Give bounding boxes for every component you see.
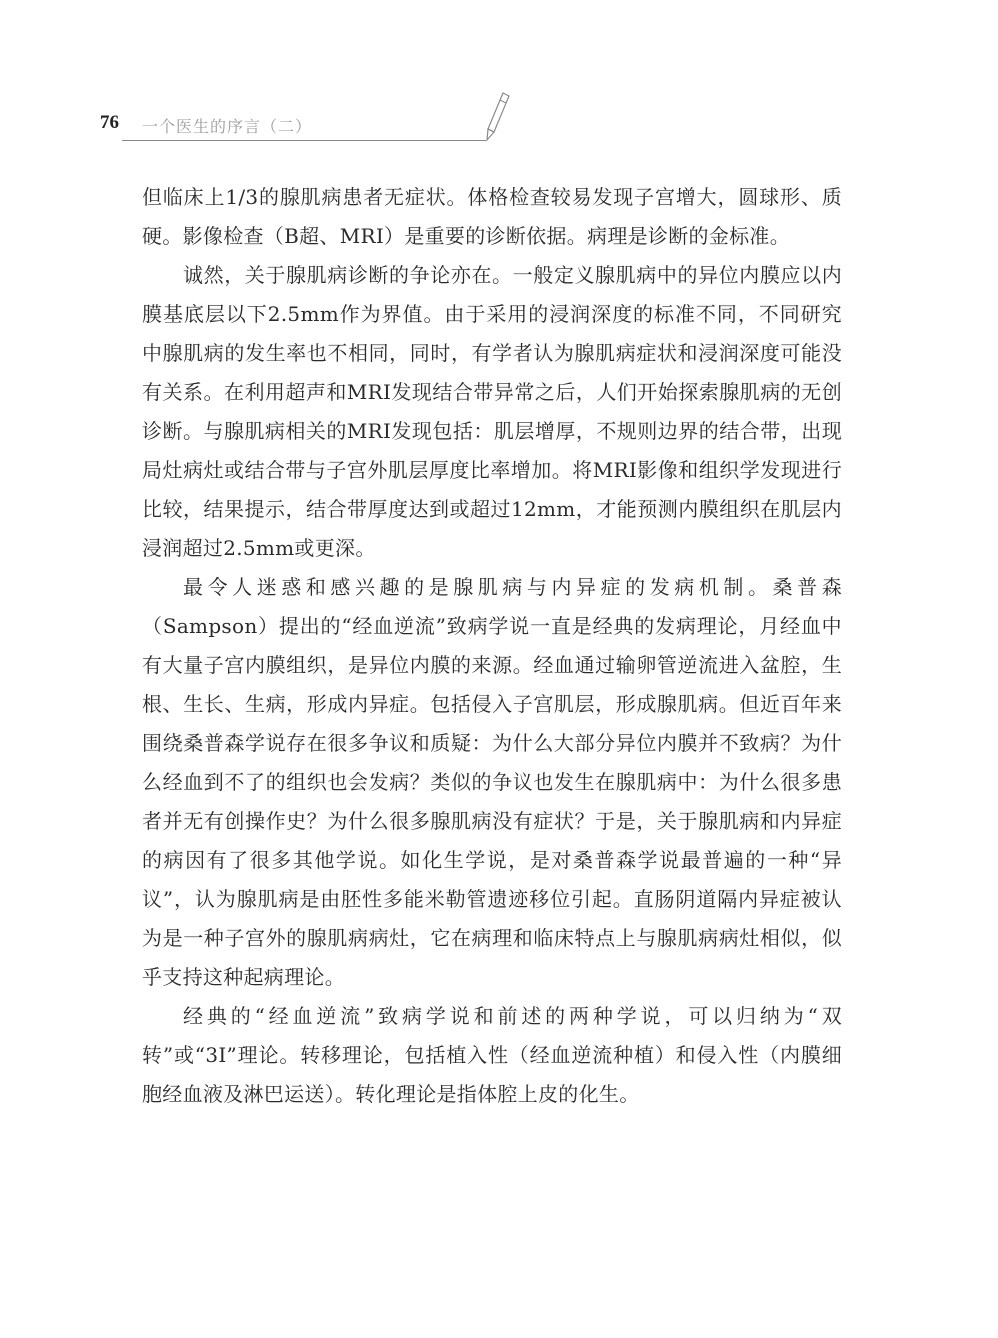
running-title: 一个医生的序言（二）: [142, 117, 313, 136]
paragraph-2: 诚然，关于腺肌病诊断的争论亦在。一般定义腺肌病中的异位内膜应以内膜基底层以下2.5mm作为界值。由于采用的浸润深度的标准不同，不同研究中腺肌病的发生率也不相同，同时，有学者认为腺肌病症状和浸润深度可能没有关系。在利用超声和MRI发现结合带异常之后，人们开始探索腺肌病的无创诊断。与腺肌病相关的MRI发现包括：肌层增厚，不规则边界的结合带，出现局灶病灶或结合带与子宫外肌层厚度比率增加。将MRI影像和组织学发现进行比较，结果提示，结合带厚度达到或超过12mm，才能预测内膜组织在肌层内浸润超过2.5mm或更深。: [142, 263, 842, 560]
page-header: [0, 0, 998, 160]
pen-icon: [0, 0, 998, 160]
paragraph-1: 但临床上1/3的腺肌病患者无症状。体格检查较易发现子宫增大，圆球形、质硬。影像检查（B超、MRI）是重要的诊断依据。病理是诊断的金标准。: [142, 185, 842, 248]
page-number: 76: [100, 112, 119, 133]
paragraph-3: 最令人迷惑和感兴趣的是腺肌病与内异症的发病机制。桑普森（Sampson）提出的“经血逆流”致病学说一直是经典的发病理论，月经血中有大量子宫内膜组织，是异位内膜的来源。经血通过输卵管逆流进入盆腔，生根、生长、生病，形成内异症。包括侵入子宫肌层，形成腺肌病。但近百年来围绕桑普森学说存在很多争议和质疑：为什么大部分异位内膜并不致病？为什么经血到不了的组织也会发病？类似的争议也发生在腺肌病中：为什么很多患者并无有创操作史？为什么很多腺肌病没有症状？于是，关于腺肌病和内异症的病因有了很多其他学说。如化生学说，是对桑普森学说最普遍的一种“异议”，认为腺肌病是由胚性多能米勒管遗迹移位引起。直肠阴道隔内异症被认为是一种子宫外的腺肌病病灶，它在病理和临床特点上与腺肌病病灶相似，似乎支持这种起病理论。: [142, 575, 842, 989]
body-text: [142, 178, 842, 1114]
paragraph-4: 经典的“经血逆流”致病学说和前述的两种学说，可以归纳为“双转”或“3I”理论。转移理论，包括植入性（经血逆流种植）和侵入性（内膜细胞经血液及淋巴运送）。转化理论是指体腔上皮的化生。: [142, 1004, 842, 1106]
